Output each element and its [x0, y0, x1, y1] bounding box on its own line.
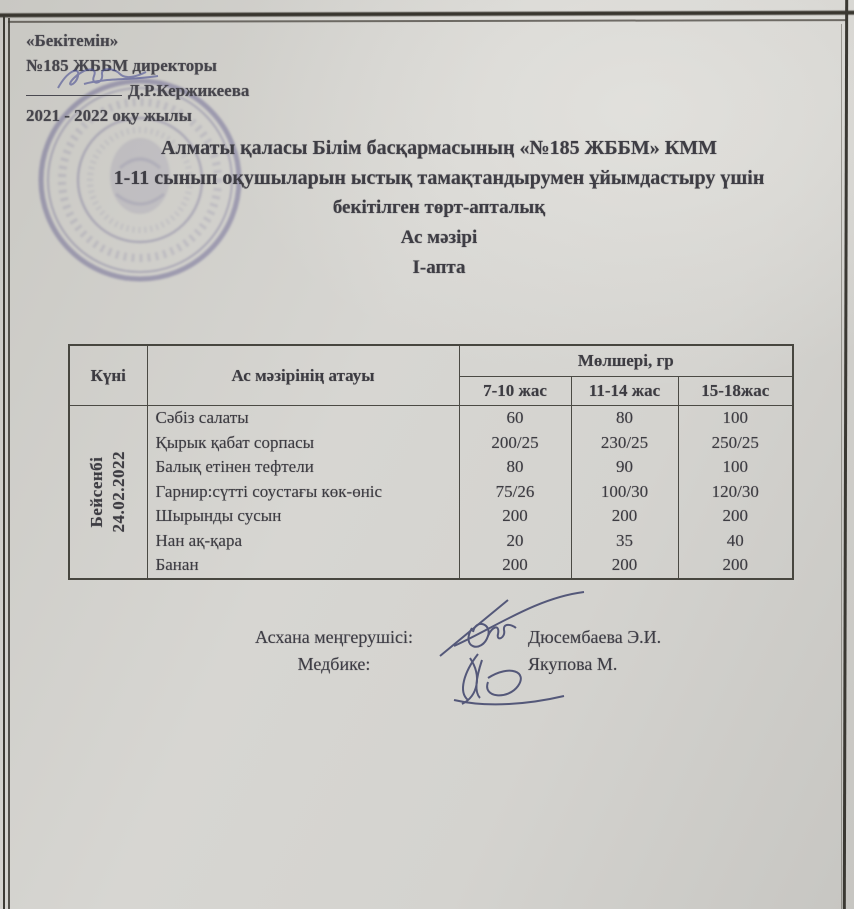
portion-value: 200 — [678, 553, 793, 579]
portion-value: 200 — [571, 504, 678, 529]
portion-value: 100 — [678, 455, 793, 480]
header-age-15-18: 15-18жас — [678, 377, 793, 406]
portion-value: 200 — [459, 553, 571, 579]
portion-value: 200/25 — [459, 431, 571, 456]
table-row — [69, 480, 793, 505]
menu-item-name: Банан — [147, 553, 459, 579]
portion-value: 60 — [459, 406, 571, 431]
menu-item-name: Гарнир:сүтті соустағы көк-өніс — [147, 480, 459, 505]
approval-line-4: 2021 - 2022 оқу жылы — [26, 106, 192, 125]
menu-item-name: Қырык қабат сорпасы — [147, 431, 459, 456]
header-age-11-14: 11-14 жас — [571, 377, 678, 406]
table-row — [69, 529, 793, 554]
portion-value: 75/26 — [459, 480, 571, 505]
signature-role-1: Асхана меңгерушісі: — [255, 627, 413, 647]
menu-item-name: Нан ақ-қара — [147, 529, 459, 554]
menu-table-body — [69, 406, 793, 579]
document-title — [44, 133, 834, 283]
title-line-4: Ас мәзірі — [400, 227, 478, 248]
day-date: 24.02.2022 — [109, 451, 129, 533]
portion-value: 200 — [571, 553, 678, 579]
page-right-border-line-inner — [841, 24, 842, 909]
title-line-5: I-апта — [412, 257, 466, 278]
table-row — [69, 431, 793, 456]
portion-value: 200 — [459, 504, 571, 529]
header-age-7-10: 7-10 жас — [459, 377, 571, 406]
signature-roles — [232, 624, 436, 678]
day-name: Бейсенбі — [87, 456, 107, 528]
table-row — [69, 406, 793, 431]
page-left-border-line-inner — [8, 18, 10, 909]
signature-name-2: Якупова М. — [528, 654, 618, 674]
portion-value: 80 — [571, 406, 678, 431]
page-right-border-line — [843, 0, 848, 909]
approval-signature-line — [26, 78, 346, 103]
approval-line-2: №185 ЖББМ директоры — [26, 56, 217, 75]
portion-value: 100 — [678, 406, 793, 431]
portion-value: 230/25 — [571, 431, 678, 456]
menu-item-name: Сәбіз салаты — [147, 406, 459, 431]
title-line-3: бекітілген төрт-апталық — [332, 197, 546, 218]
title-line-2: 1-11 сынып оқушыларын ыстық тамақтандырумен ұйымдастыру үшін — [113, 167, 765, 189]
signature-name-1: Дюсембаева Э.И. — [528, 627, 662, 647]
menu-table — [68, 344, 794, 580]
menu-item-name: Шырынды сусын — [147, 504, 459, 529]
table-row — [69, 455, 793, 480]
table-row — [69, 504, 793, 529]
portion-value: 40 — [678, 529, 793, 554]
table-row — [69, 553, 793, 579]
signature-names — [528, 624, 661, 678]
page-top-edge — [0, 11, 854, 18]
portion-value: 80 — [459, 455, 571, 480]
menu-item-name: Балық етінен тефтели — [147, 455, 459, 480]
portion-value: 120/30 — [678, 480, 793, 505]
page-left-border-line — [3, 16, 5, 909]
header-day: Күні — [69, 345, 147, 406]
header-menu-name: Ас мәзірінің атауы — [147, 345, 459, 406]
menu-table-container — [68, 344, 794, 580]
portion-value: 90 — [571, 455, 678, 480]
portion-value: 200 — [678, 504, 793, 529]
director-signature-icon — [54, 62, 164, 96]
day-cell — [69, 406, 147, 579]
portion-value: 100/30 — [571, 480, 678, 505]
approval-block — [26, 28, 346, 128]
director-name: Д.Р.Кержикеева — [128, 81, 250, 100]
approval-line-1: «Бекітемін» — [26, 31, 119, 50]
portion-value: 35 — [571, 529, 678, 554]
page-top-border-line — [8, 19, 846, 23]
portion-value: 20 — [459, 529, 571, 554]
header-amount: Мөлшері, гр — [459, 345, 793, 377]
title-line-1: Алматы қаласы Білім басқармасының «№185 ЖББМ» КММ — [161, 137, 717, 159]
signature-role-2: Медбике: — [297, 654, 371, 674]
portion-value: 250/25 — [678, 431, 793, 456]
